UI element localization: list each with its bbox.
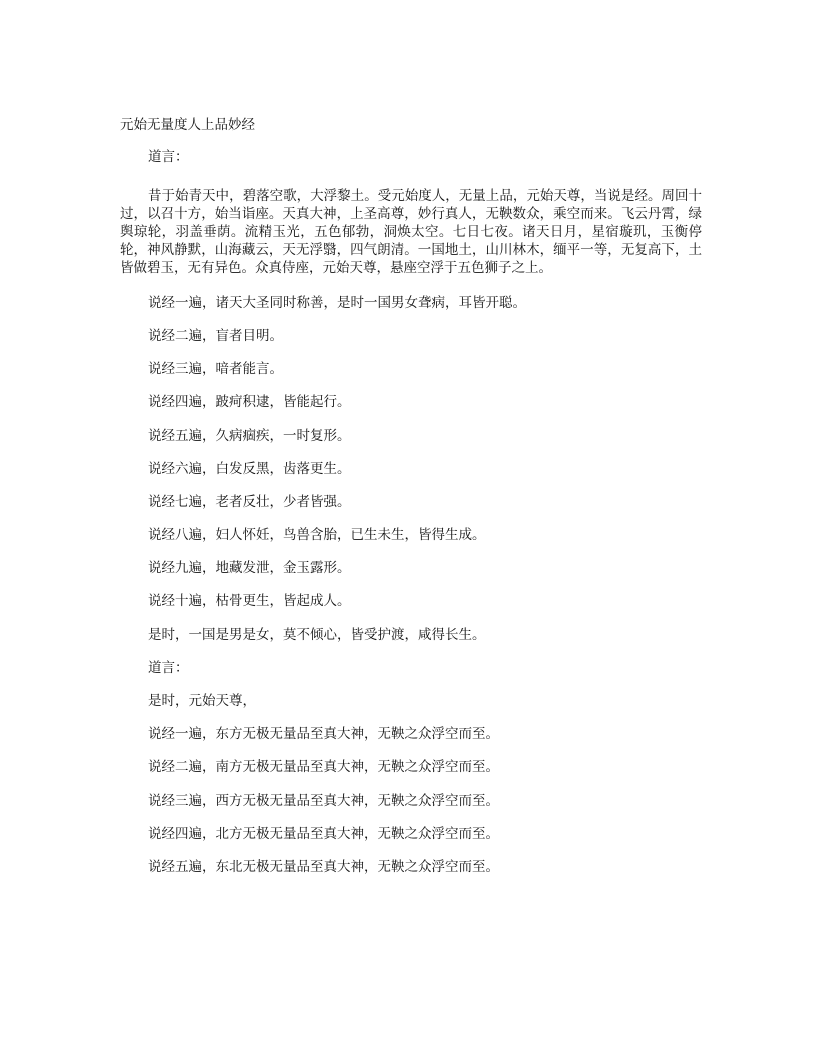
verse-line: 说经四遍，北方无极无量品至真大神，无鞅之众浮空而至。 <box>148 826 499 842</box>
verse-line: 说经一遍，东方无极无量品至真大神，无鞅之众浮空而至。 <box>148 726 499 742</box>
verse-line: 说经四遍，跛疴积逮，皆能起行。 <box>148 394 351 410</box>
verse-line: 说经三遍，西方无极无量品至真大神，无鞅之众浮空而至。 <box>148 793 499 809</box>
verse-line: 说经九遍，地藏发泄，金玉露形。 <box>148 560 351 576</box>
verse-line: 说经七遍，老者反壮，少者皆强。 <box>148 494 351 510</box>
verse-line: 说经八遍，妇人怀妊，鸟兽含胎，已生未生，皆得生成。 <box>148 527 486 543</box>
main-paragraph: 昔于始青天中，碧落空歌，大浮黎土。受元始度人，无量上品，元始天尊，当说是经。周回十过，以召十方，始当诣座。天真大神，上圣高尊，妙行真人，无鞅数众，乘空而来。飞云丹霄，绿舆琼轮，羽盖垂荫。流精玉光，五色郁勃，洞焕太空。七日七夜。诸天日月，星宿璇玑，玉衡停轮，神风静默，山海藏云，天无浮翳，四气朗清。一国地土，山川林木，缅平一等，无复高下，土皆做碧玉，无有异色。众真侍座，元始天尊，悬座空浮于五色狮子之上。 <box>120 188 702 276</box>
verse-line: 是时，一国是男是女，莫不倾心，皆受护渡，咸得长生。 <box>148 627 486 643</box>
verse-line: 说经一遍，诸天大圣同时称善，是时一国男女聋病，耳皆开聪。 <box>148 295 526 311</box>
verse-line: 说经二遍，盲者目明。 <box>148 328 283 344</box>
verse-line: 说经五遍，久病痼疾，一时复形。 <box>148 428 351 444</box>
verse-line: 说经五遍，东北无极无量品至真大神，无鞅之众浮空而至。 <box>148 859 499 875</box>
verse-line: 说经六遍，白发反黑，齿落更生。 <box>148 461 351 477</box>
verse-line: 说经二遍，南方无极无量品至真大神，无鞅之众浮空而至。 <box>148 759 499 775</box>
intro-label: 道言： <box>148 149 189 165</box>
document-title: 元始无量度人上品妙经 <box>120 117 255 133</box>
verse-line: 是时，元始天尊， <box>148 693 256 709</box>
intro-label-2: 道言： <box>148 660 189 676</box>
verse-line: 说经三遍，喑者能言。 <box>148 361 283 377</box>
verse-line: 说经十遍，枯骨更生，皆起成人。 <box>148 593 351 609</box>
